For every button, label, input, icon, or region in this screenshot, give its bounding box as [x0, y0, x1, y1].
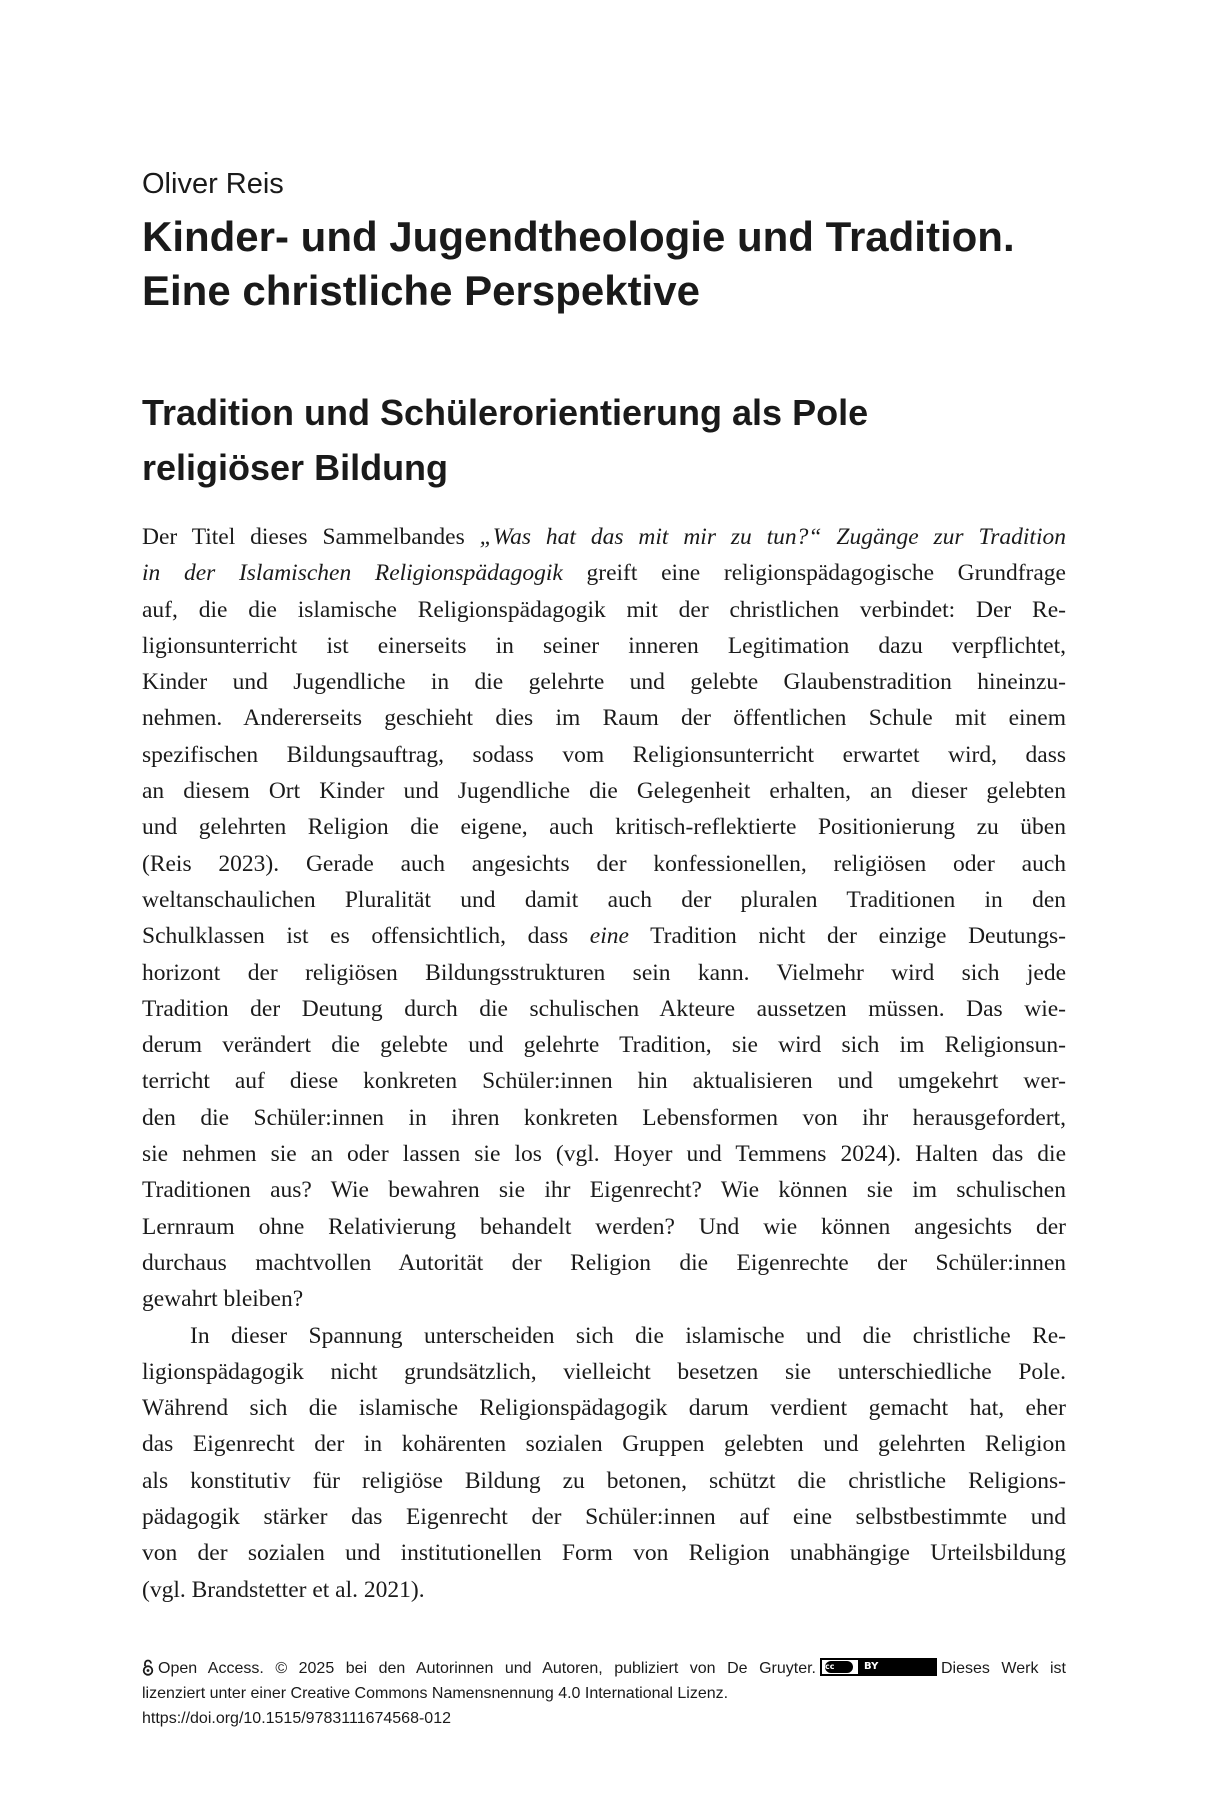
license-line-1-left — [142, 1660, 941, 1677]
text-line: sie nehmen sie an oder lassen sie los (vgl. Hoyer und Temmens 2024). Halten das die — [142, 1141, 1066, 1168]
emphasis-italic: eine — [589, 923, 629, 950]
text-line: gewahrt bleiben? — [142, 1286, 304, 1313]
text-line: terricht auf diese konkreten Schüler:innen hin aktualisieren und umgekehrt wer- — [142, 1068, 1066, 1095]
book-title-italic: in der Islamischen Religionspädagogik — [142, 560, 563, 587]
book-title-italic: „Was hat das mit mir zu tun?“ Zugänge zur Tradition — [479, 524, 1066, 550]
text-line: das Eigenrecht der in kohärenten sozialen Gruppen gelebten und gelehrten Religion — [142, 1431, 1066, 1458]
chapter-title-line-2: Eine christliche Perspektive — [142, 267, 700, 314]
author-name: Oliver Reis — [142, 168, 284, 200]
chapter-title — [142, 210, 1066, 318]
text-line: derum verändert die gelebte und gelehrte Tradition, sie wird sich im Religionsun- — [142, 1032, 1066, 1059]
open-access-lock-icon — [142, 1659, 154, 1676]
doi-link[interactable]: https://doi.org/10.1515/9783111674568-012 — [142, 1710, 451, 1727]
text-line: Kinder und Jugendliche in die gelehrte und gelebte Glaubenstradition hineinzu- — [142, 669, 1066, 696]
text-span: greift eine religionspädagogische Grundfrage — [562, 560, 1066, 587]
text-line: ligionspädagogik nicht grundsätzlich, vielleicht besetzen sie unterschiedliche Pole. — [142, 1358, 1066, 1385]
text-line: Während sich die islamische Religionspädagogik darum verdient gemacht hat, eher — [142, 1395, 1066, 1422]
text-line: pädagogik stärker das Eigenrecht der Schüler:innen auf eine selbstbestimmte und — [142, 1504, 1066, 1531]
text-line: den die Schüler:innen in ihren konkreten Lebensformen von ihr herausgefordert, — [142, 1104, 1066, 1131]
license-line-1 — [142, 1656, 1066, 1681]
text-line: Traditionen aus? Wie bewahren sie ihr Eigenrecht? Wie können sie im schulischen — [142, 1177, 1066, 1204]
text-span: Schulklassen ist es offensichtlich, dass — [142, 923, 590, 950]
text-line — [142, 918, 1066, 954]
paragraph-2 — [142, 1318, 1066, 1608]
section-heading-line-1: Tradition und Schülerorientierung als Pole — [142, 392, 869, 433]
text-line: weltanschaulichen Pluralität und damit auch der pluralen Traditionen in den — [142, 886, 1066, 913]
cc-by-label: BY — [864, 1661, 879, 1672]
cc-badge-left — [822, 1660, 858, 1674]
cc-by-license-badge[interactable] — [820, 1658, 937, 1676]
text-line: horizont der religiösen Bildungsstrukturen sein kann. Vielmehr wird sich jede — [142, 959, 1066, 986]
license-text: Open Access. © 2025 bei den Autorinnen und Autoren, publiziert von De Gruyter. — [158, 1660, 816, 1677]
text-line: durchaus machtvollen Autorität der Religion die Eigenrechte der Schüler:innen — [142, 1249, 1066, 1276]
text-line — [142, 555, 1066, 591]
text-line: Tradition der Deutung durch die schulischen Akteure aussetzen müssen. Das wie- — [142, 995, 1066, 1022]
chapter-title-line-1: Kinder- und Jugendtheologie und Tradition. — [142, 213, 1015, 260]
text-line: spezifischen Bildungsauftrag, sodass vom Religionsunterricht erwartet wird, dass — [142, 741, 1066, 768]
text-span: Der Titel dieses Sammelbandes — [142, 524, 480, 550]
license-line-2: lizenziert unter einer Creative Commons Namensnennung 4.0 International Lizenz. — [142, 1685, 729, 1702]
text-line: In dieser Spannung unterscheiden sich die islamische und die christliche Re- — [190, 1322, 1066, 1349]
text-line: nehmen. Andererseits geschieht dies im Raum der öffentlichen Schule mit einem — [142, 705, 1066, 732]
license-footer — [142, 1656, 1066, 1731]
text-line: und gelehrten Religion die eigene, auch kritisch-reflektierte Positionierung zu üben — [142, 814, 1066, 841]
license-text-end: Dieses Werk ist — [941, 1660, 1066, 1677]
section-heading-line-2: religiöser Bildung — [142, 447, 449, 488]
text-line: (Reis 2023). Gerade auch angesichts der konfessionellen, religiösen oder auch — [142, 850, 1066, 877]
text-line: ligionsunterricht ist einerseits in seiner inneren Legitimation dazu verpflichtet, — [142, 632, 1066, 659]
text-line: von der sozialen und institutionellen Form von Religion unabhängige Urteilsbildung — [142, 1540, 1066, 1567]
text-line: als konstitutiv für religiöse Bildung zu betonen, schützt die christliche Religions- — [142, 1467, 1066, 1494]
text-line: Lernraum ohne Relativierung behandelt werden? Und wie können angesichts der — [142, 1213, 1066, 1240]
body-text — [142, 519, 1066, 1608]
text-line: an diesem Ort Kinder und Jugendliche die Gelegenheit erhalten, an dieser gelebten — [142, 778, 1066, 805]
text-line: auf, die die islamische Religionspädagogik mit der christlichen verbindet: Der Re- — [142, 596, 1066, 623]
text-span: Tradition nicht der einzige Deutungs- — [628, 923, 1066, 950]
text-line: (vgl. Brandstetter et al. 2021). — [142, 1576, 425, 1603]
cc-icon: cc — [825, 1661, 853, 1673]
section-heading — [142, 385, 1066, 495]
paragraph-1 — [142, 519, 1066, 1318]
text-line — [142, 519, 1066, 555]
